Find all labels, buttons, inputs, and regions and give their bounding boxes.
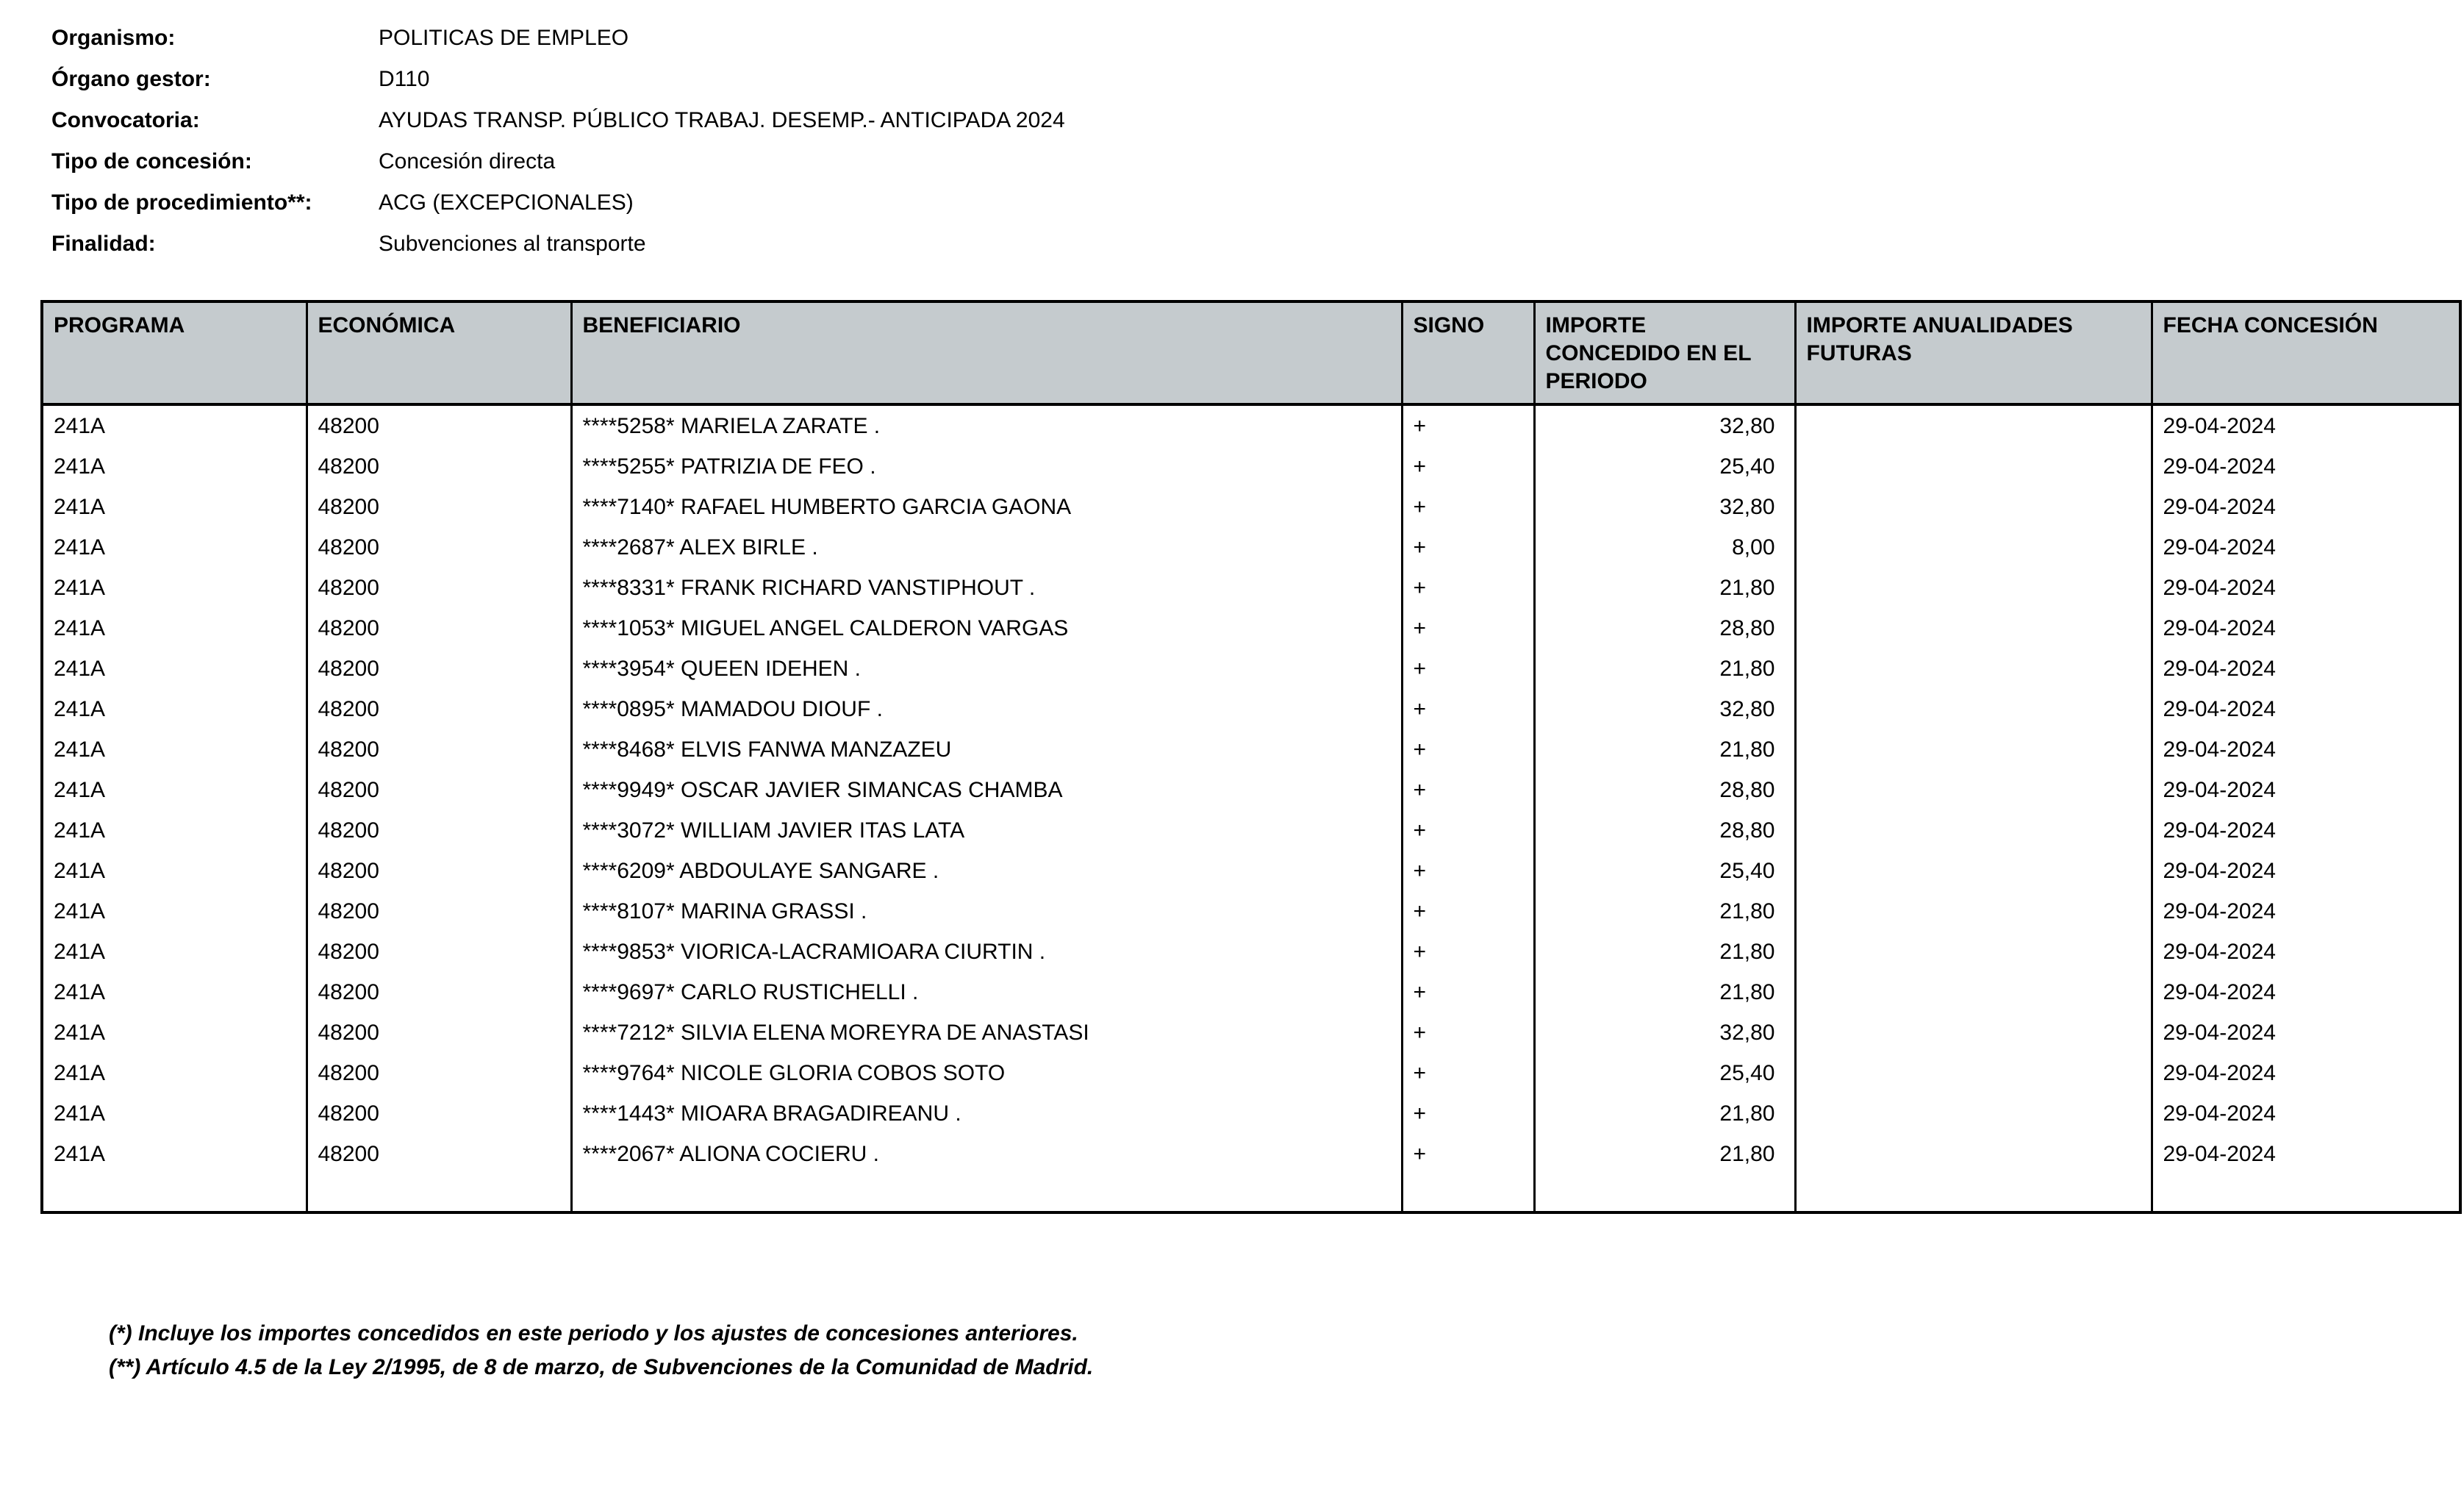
cell-beneficiario: ****2687* ALEX BIRLE . bbox=[571, 527, 1402, 568]
cell-importe-anualidades bbox=[1795, 851, 2152, 891]
cell-importe-concedido: 32,80 bbox=[1534, 689, 1795, 729]
cell-beneficiario: ****9853* VIORICA-LACRAMIOARA CIURTIN . bbox=[571, 932, 1402, 972]
cell-beneficiario: ****5255* PATRIZIA DE FEO . bbox=[571, 446, 1402, 487]
cell-signo: + bbox=[1402, 608, 1534, 649]
meta-field-label: Tipo de procedimiento**: bbox=[51, 190, 312, 215]
cell-importe-anualidades bbox=[1795, 972, 2152, 1012]
cell-programa: 241A bbox=[42, 608, 307, 649]
cell-economica: 48200 bbox=[307, 851, 571, 891]
cell-importe-anualidades bbox=[1795, 932, 2152, 972]
table-filler-row bbox=[42, 1174, 2460, 1212]
table-row bbox=[42, 487, 2460, 527]
meta-field-label: Convocatoria: bbox=[51, 108, 200, 132]
cell-importe-concedido: 21,80 bbox=[1534, 649, 1795, 689]
cell-economica: 48200 bbox=[307, 649, 571, 689]
cell-beneficiario: ****1443* MIOARA BRAGADIREANU . bbox=[571, 1093, 1402, 1134]
table-row bbox=[42, 972, 2460, 1012]
table-row bbox=[42, 810, 2460, 851]
cell-programa: 241A bbox=[42, 1134, 307, 1174]
cell-fecha-concesion: 29-04-2024 bbox=[2152, 446, 2460, 487]
meta-field bbox=[51, 59, 2464, 100]
cell-importe-concedido: 21,80 bbox=[1534, 729, 1795, 770]
cell-beneficiario: ****1053* MIGUEL ANGEL CALDERON VARGAS bbox=[571, 608, 1402, 649]
cell-importe-concedido: 21,80 bbox=[1534, 1093, 1795, 1134]
cell-beneficiario: ****7212* SILVIA ELENA MOREYRA DE ANASTASI bbox=[571, 1012, 1402, 1053]
meta-field-value: D110 bbox=[379, 67, 430, 91]
header-fecha-concesion: FECHA CONCESIÓN bbox=[2152, 301, 2460, 404]
cell-importe-concedido: 28,80 bbox=[1534, 608, 1795, 649]
cell-importe-anualidades bbox=[1795, 810, 2152, 851]
cell-programa: 241A bbox=[42, 568, 307, 608]
table-row bbox=[42, 1093, 2460, 1134]
cell-signo: + bbox=[1402, 972, 1534, 1012]
table-row bbox=[42, 608, 2460, 649]
meta-field bbox=[51, 100, 2464, 141]
cell-economica: 48200 bbox=[307, 689, 571, 729]
footnote-period-adjustments: (*) Incluye los importes concedidos en este periodo y los ajustes de concesiones anteriores. bbox=[109, 1321, 1078, 1346]
cell-signo: + bbox=[1402, 1012, 1534, 1053]
cell-beneficiario: ****9949* OSCAR JAVIER SIMANCAS CHAMBA bbox=[571, 770, 1402, 810]
meta-field bbox=[51, 141, 2464, 182]
cell-importe-concedido: 25,40 bbox=[1534, 1053, 1795, 1093]
table-body bbox=[42, 404, 2460, 1174]
grants-table bbox=[40, 300, 2462, 1214]
cell-fecha-concesion: 29-04-2024 bbox=[2152, 1012, 2460, 1053]
cell-beneficiario: ****5258* MARIELA ZARATE . bbox=[571, 404, 1402, 446]
cell-beneficiario: ****8468* ELVIS FANWA MANZAZEU bbox=[571, 729, 1402, 770]
cell-economica: 48200 bbox=[307, 810, 571, 851]
cell-economica: 48200 bbox=[307, 608, 571, 649]
table-row bbox=[42, 729, 2460, 770]
cell-importe-anualidades bbox=[1795, 649, 2152, 689]
cell-programa: 241A bbox=[42, 689, 307, 729]
meta-field-value: AYUDAS TRANSP. PÚBLICO TRABAJ. DESEMP.- ANTICIPADA 2024 bbox=[379, 108, 1065, 132]
cell-signo: + bbox=[1402, 810, 1534, 851]
cell-importe-anualidades bbox=[1795, 1134, 2152, 1174]
cell-economica: 48200 bbox=[307, 891, 571, 932]
cell-signo: + bbox=[1402, 689, 1534, 729]
cell-programa: 241A bbox=[42, 527, 307, 568]
meta-field-value: Concesión directa bbox=[379, 149, 556, 174]
cell-signo: + bbox=[1402, 851, 1534, 891]
cell-economica: 48200 bbox=[307, 1093, 571, 1134]
cell-programa: 241A bbox=[42, 446, 307, 487]
table-row bbox=[42, 932, 2460, 972]
header-signo: SIGNO bbox=[1402, 301, 1534, 404]
cell-importe-concedido: 21,80 bbox=[1534, 1134, 1795, 1174]
cell-economica: 48200 bbox=[307, 1053, 571, 1093]
table-row bbox=[42, 1134, 2460, 1174]
cell-fecha-concesion: 29-04-2024 bbox=[2152, 608, 2460, 649]
header-importe-concedido: IMPORTE CONCEDIDO EN EL PERIODO bbox=[1534, 301, 1795, 404]
cell-programa: 241A bbox=[42, 770, 307, 810]
cell-economica: 48200 bbox=[307, 770, 571, 810]
cell-importe-anualidades bbox=[1795, 487, 2152, 527]
cell-importe-concedido: 25,40 bbox=[1534, 446, 1795, 487]
meta-field-label: Organismo: bbox=[51, 26, 176, 50]
cell-importe-concedido: 28,80 bbox=[1534, 810, 1795, 851]
cell-programa: 241A bbox=[42, 1053, 307, 1093]
cell-economica: 48200 bbox=[307, 487, 571, 527]
table-row bbox=[42, 1012, 2460, 1053]
meta-field-label: Tipo de concesión: bbox=[51, 149, 252, 174]
cell-fecha-concesion: 29-04-2024 bbox=[2152, 487, 2460, 527]
cell-fecha-concesion: 29-04-2024 bbox=[2152, 404, 2460, 446]
cell-importe-anualidades bbox=[1795, 568, 2152, 608]
cell-fecha-concesion: 29-04-2024 bbox=[2152, 1134, 2460, 1174]
cell-programa: 241A bbox=[42, 404, 307, 446]
cell-economica: 48200 bbox=[307, 932, 571, 972]
table-header-row bbox=[42, 301, 2460, 404]
cell-signo: + bbox=[1402, 1093, 1534, 1134]
cell-importe-concedido: 25,40 bbox=[1534, 851, 1795, 891]
cell-signo: + bbox=[1402, 568, 1534, 608]
cell-programa: 241A bbox=[42, 1012, 307, 1053]
table-row bbox=[42, 527, 2460, 568]
cell-programa: 241A bbox=[42, 972, 307, 1012]
header-economica: ECONÓMICA bbox=[307, 301, 571, 404]
cell-importe-anualidades bbox=[1795, 770, 2152, 810]
table-row bbox=[42, 568, 2460, 608]
cell-programa: 241A bbox=[42, 932, 307, 972]
cell-importe-anualidades bbox=[1795, 729, 2152, 770]
cell-economica: 48200 bbox=[307, 568, 571, 608]
cell-fecha-concesion: 29-04-2024 bbox=[2152, 851, 2460, 891]
cell-beneficiario: ****3072* WILLIAM JAVIER ITAS LATA bbox=[571, 810, 1402, 851]
cell-importe-concedido: 8,00 bbox=[1534, 527, 1795, 568]
header-importe-anualidades: IMPORTE ANUALIDADES FUTURAS bbox=[1795, 301, 2152, 404]
cell-economica: 48200 bbox=[307, 1012, 571, 1053]
cell-importe-anualidades bbox=[1795, 404, 2152, 446]
cell-signo: + bbox=[1402, 891, 1534, 932]
cell-programa: 241A bbox=[42, 487, 307, 527]
cell-beneficiario: ****9697* CARLO RUSTICHELLI . bbox=[571, 972, 1402, 1012]
cell-programa: 241A bbox=[42, 810, 307, 851]
meta-field-label: Órgano gestor: bbox=[51, 67, 211, 91]
meta-field bbox=[51, 18, 2464, 59]
cell-fecha-concesion: 29-04-2024 bbox=[2152, 932, 2460, 972]
cell-economica: 48200 bbox=[307, 729, 571, 770]
cell-importe-concedido: 21,80 bbox=[1534, 972, 1795, 1012]
cell-importe-anualidades bbox=[1795, 1012, 2152, 1053]
cell-fecha-concesion: 29-04-2024 bbox=[2152, 689, 2460, 729]
cell-beneficiario: ****7140* RAFAEL HUMBERTO GARCIA GAONA bbox=[571, 487, 1402, 527]
cell-importe-anualidades bbox=[1795, 1093, 2152, 1134]
cell-signo: + bbox=[1402, 1053, 1534, 1093]
meta-field bbox=[51, 182, 2464, 224]
cell-fecha-concesion: 29-04-2024 bbox=[2152, 1053, 2460, 1093]
cell-importe-concedido: 32,80 bbox=[1534, 404, 1795, 446]
cell-fecha-concesion: 29-04-2024 bbox=[2152, 891, 2460, 932]
table-row bbox=[42, 446, 2460, 487]
cell-programa: 241A bbox=[42, 1093, 307, 1134]
cell-programa: 241A bbox=[42, 851, 307, 891]
cell-signo: + bbox=[1402, 404, 1534, 446]
cell-importe-anualidades bbox=[1795, 891, 2152, 932]
table-row bbox=[42, 770, 2460, 810]
cell-fecha-concesion: 29-04-2024 bbox=[2152, 1093, 2460, 1134]
meta-field-value: ACG (EXCEPCIONALES) bbox=[379, 190, 634, 215]
meta-field-value: Subvenciones al transporte bbox=[379, 232, 646, 256]
cell-importe-anualidades bbox=[1795, 608, 2152, 649]
table-row bbox=[42, 404, 2460, 446]
cell-importe-concedido: 32,80 bbox=[1534, 1012, 1795, 1053]
cell-fecha-concesion: 29-04-2024 bbox=[2152, 527, 2460, 568]
meta-block bbox=[0, 0, 2464, 265]
cell-importe-anualidades bbox=[1795, 527, 2152, 568]
cell-economica: 48200 bbox=[307, 404, 571, 446]
table-row bbox=[42, 891, 2460, 932]
table-row bbox=[42, 689, 2460, 729]
cell-importe-anualidades bbox=[1795, 689, 2152, 729]
cell-economica: 48200 bbox=[307, 446, 571, 487]
cell-signo: + bbox=[1402, 1134, 1534, 1174]
table-row bbox=[42, 851, 2460, 891]
cell-importe-concedido: 21,80 bbox=[1534, 932, 1795, 972]
cell-beneficiario: ****0895* MAMADOU DIOUF . bbox=[571, 689, 1402, 729]
cell-fecha-concesion: 29-04-2024 bbox=[2152, 649, 2460, 689]
cell-beneficiario: ****8107* MARINA GRASSI . bbox=[571, 891, 1402, 932]
cell-signo: + bbox=[1402, 770, 1534, 810]
cell-fecha-concesion: 29-04-2024 bbox=[2152, 729, 2460, 770]
table-row bbox=[42, 1053, 2460, 1093]
cell-importe-anualidades bbox=[1795, 446, 2152, 487]
footnote-law-reference: (**) Artículo 4.5 de la Ley 2/1995, de 8 de marzo, de Subvenciones de la Comunidad de Madrid. bbox=[109, 1355, 1094, 1379]
cell-importe-concedido: 21,80 bbox=[1534, 891, 1795, 932]
cell-importe-anualidades bbox=[1795, 1053, 2152, 1093]
meta-field-value: POLITICAS DE EMPLEO bbox=[379, 26, 629, 50]
cell-fecha-concesion: 29-04-2024 bbox=[2152, 568, 2460, 608]
cell-signo: + bbox=[1402, 487, 1534, 527]
cell-signo: + bbox=[1402, 446, 1534, 487]
cell-programa: 241A bbox=[42, 649, 307, 689]
cell-importe-concedido: 32,80 bbox=[1534, 487, 1795, 527]
cell-fecha-concesion: 29-04-2024 bbox=[2152, 770, 2460, 810]
cell-beneficiario: ****8331* FRANK RICHARD VANSTIPHOUT . bbox=[571, 568, 1402, 608]
cell-importe-concedido: 28,80 bbox=[1534, 770, 1795, 810]
footnotes bbox=[109, 1317, 2464, 1385]
cell-beneficiario: ****6209* ABDOULAYE SANGARE . bbox=[571, 851, 1402, 891]
cell-beneficiario: ****9764* NICOLE GLORIA COBOS SOTO bbox=[571, 1053, 1402, 1093]
cell-signo: + bbox=[1402, 527, 1534, 568]
cell-signo: + bbox=[1402, 649, 1534, 689]
meta-field-label: Finalidad: bbox=[51, 232, 156, 256]
cell-programa: 241A bbox=[42, 729, 307, 770]
cell-signo: + bbox=[1402, 932, 1534, 972]
cell-fecha-concesion: 29-04-2024 bbox=[2152, 810, 2460, 851]
meta-field bbox=[51, 224, 2464, 265]
cell-economica: 48200 bbox=[307, 527, 571, 568]
header-beneficiario: BENEFICIARIO bbox=[571, 301, 1402, 404]
cell-signo: + bbox=[1402, 729, 1534, 770]
cell-programa: 241A bbox=[42, 891, 307, 932]
cell-beneficiario: ****3954* QUEEN IDEHEN . bbox=[571, 649, 1402, 689]
cell-economica: 48200 bbox=[307, 972, 571, 1012]
cell-beneficiario: ****2067* ALIONA COCIERU . bbox=[571, 1134, 1402, 1174]
cell-fecha-concesion: 29-04-2024 bbox=[2152, 972, 2460, 1012]
cell-economica: 48200 bbox=[307, 1134, 571, 1174]
table-row bbox=[42, 649, 2460, 689]
header-programa: PROGRAMA bbox=[42, 301, 307, 404]
cell-importe-concedido: 21,80 bbox=[1534, 568, 1795, 608]
